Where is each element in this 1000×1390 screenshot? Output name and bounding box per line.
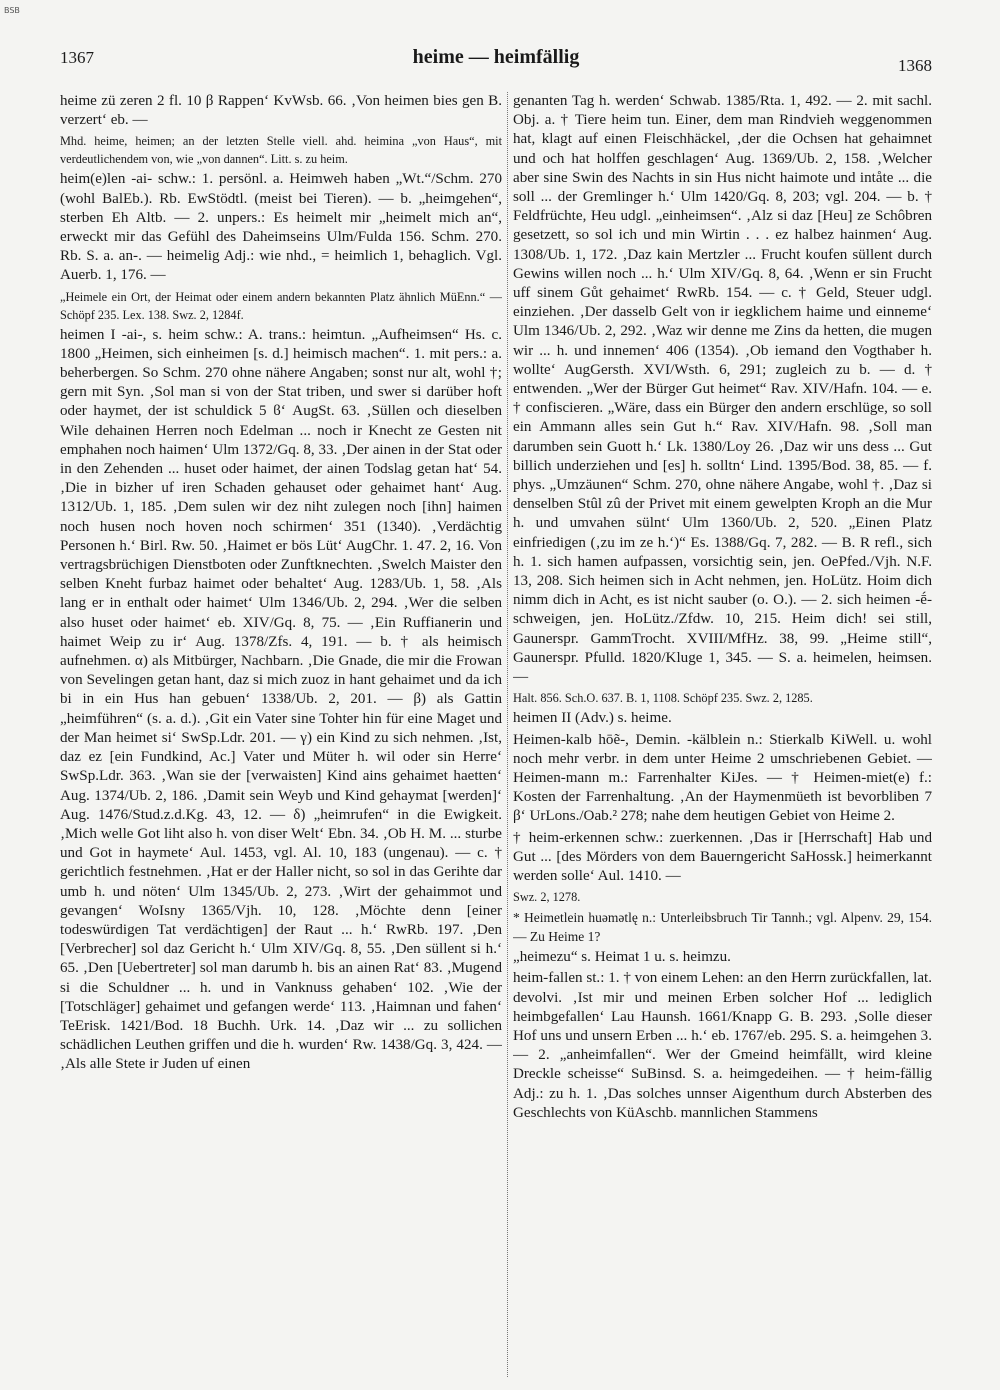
dictionary-entry: heime zü zeren 2 fl. 10 β Rappen‘ KvWsb. 66. ‚Von heimen bies gen B. verzert‘ eb. — [60, 93, 502, 129]
dictionary-entry: heim-fallen st.: 1. † von einem Lehen: an den Herrn zurückfallen, lat. devolvi. ‚Ist mir und meinen Erben solcher Hof ... lediglich heimbgefallen‘ Lau Haunsh. 1661/Knapp G. B. 293. ‚Solle dieser Hof uns und unsern Erben ... h.‘ eb. 1767/eb. 295. S. a. heimgehen 3. — 2. „anheimfallen“. Wer der Gmeind heimfällt, wird kleine Dreckle scheisse“ SuBinsd. S. a. heimgedeihen. — † heim-fällig Adj.: zu h. 1. ‚Das solches unnser Aigenthum durch Absterben des Geschlechts von KüAschb. mannlichen Stammens [513, 970, 932, 1121]
column-divider [507, 92, 508, 1377]
dictionary-entry: Mhd. heime, heimen; an der letzten Stelle viell. ahd. heimina „von Haus“, mit verdeutlichendem von, wie „von dannen“. Litt. s. zu heim. [60, 134, 502, 167]
dictionary-entry: * Heimetlein huəmətlę n.: Unterleibsbruch Tir Tannh.; vgl. Alpenv. 29, 154. — Zu Heime 1? [513, 910, 932, 945]
dictionary-entry: heimen II (Adv.) s. heime. [513, 710, 672, 727]
dictionary-entry: genanten Tag h. werden‘ Schwab. 1385/Rta. 1, 492. — 2. mit sachl. Obj. a. † Tiere heim tun. Einer, dem man Rindvieh weggenommen hat, klagt auf einen Fleischhäckel, ‚der die Ochsen hat gehaimnet und och hat holffen geschlagen‘ Aug. 1369/Ub. 2, 158. ‚Welcher aber sine Swin des Nachts in sin Hus nicht haimote und intåte ... die soll ... der Gremlinger h.‘ Ulm 1420/Gq. 8, 203; vgl. 204. — b. † Feldfrüchte, Heu udgl. „einheimsen“. ‚Alz si daz [Heu] ze Schôbren gesetzett, so sol ich und min Wirtin . . . ez halbez hainmen‘ Aug. 1308/Ub. 1, 172. ‚Daz kain Mertzler ... Frucht koufen süllent durch Gewins willen noch ... h.‘ Ulm XIV/Gq. 8, 64. ‚Wenn er sin Frucht uff sinem Gůt gehaimet‘ RwRb. 154. — c. † Geld, Steuer udgl. einziehen. ‚Der dasselb Gelt von ir iegklichem haime und einneme‘ Ulm 1346/Ub. 2, 292. ‚Waz wir denne me Zins da hetten, die mugen wir ... h. und innemen‘ 406 (1354). ‚Ob iemand den Vogthaber h. wollte‘ AugGersth. XVI/Wsth. 6, 291; zugleich zu b. — d. † entwenden. „Wer der Bürger Gut heimet“ Rav. XIV/Hafn. 104. — e. † confiscieren. „Wäre, dass ein Bürger den andern erschlüge, so soll ein Ammann alles sein Gut h.“ Rav. XIV/Hafn. 98. ‚Soll man darumben sein Guott h.‘ Lk. 1380/Loy 26. ‚Daz wir uns dess ... Gut billich underziehen und [es] h. solltn‘ Lind. 1395/Bod. 38, 85. — f. phys. „Umzäunen“ Schm. 270, ohne nähere Angabe, wohl †. ‚Daz si denselben Stûl zû der Privet mit einem gewelpten Kroph an die Mur h. und umvahen sülnt‘ Ulm 1360/Ub. 2, 520. „Einen Platz einfriedigen (‚zu im ze h.‘)“ Es. 1388/Gq. 7, 282. — B. R refl., sich h. 1. sich hamen aufpassen, vorsichtig sein, jen. OePfed./Vjh. N.F. 13, 208. Sich heimen sich in Acht nehmen, jen. HoLütz. Hoim dich nimm dich in Acht, es ist nicht sauber (o. O.). — 2. sich heimen -ḗ- schweigen, jen. HoLütz./Zfdw. 10, 215. Heim dich! sei still, Gaunerspr. GammTrocht. XVIII/MfHz. 38, 99. „Heime still“, Gaunerspr. Pfulld. 1820/Kluge 1, 345. — S. a. heimelen, heimsen. — [513, 93, 932, 686]
dictionary-entry: † heim-erkennen schw.: zuerkennen. ‚Das ir [Herrschaft] Hab und Gut ... [des Mörders von dem Bauerngericht SaHossk.] heimerkannt werden solle‘ Aul. 1410. — [513, 829, 932, 884]
left-column [60, 92, 502, 1377]
dictionary-entry: „heimezu“ s. Heimat 1 u. s. heimzu. [513, 949, 731, 966]
dictionary-entry: „Heimele ein Ort, der Heimat oder einem andern bekannten Platz ähnlich MüEnn.“ — Schöpf 235. Lex. 138. Swz. 2, 1284f. [60, 289, 502, 322]
page-header [60, 46, 932, 76]
dictionary-entry: heimen I -ai-, s. heim schw.: A. trans.: heimtun. „Aufheimsen“ Hs. c. 1800 „Heimen, sich einheimen [s. d.] heimisch machen“. 1. mit pers.: a. beherbergen. So Schm. 270 ohne nähere Angaben; sonst nur alt, wohl †; gern mit Syn. ‚Sol man si von der Stat triben, und swer si darüber hoft oder haymet, der ist schuldick 5 ϐ‘ AugSt. 63. ‚Süllen och dieselben Wile dehainen Herren noch Edelman ... noch ir Knecht ze Gesten nit emphahen noch haimen‘ Ulm 1372/Gq. 8, 33. ‚Der ainen in der Stat oder in den Zehenden ... huset oder haimet, der ainen Todslag getan hat‘ 54. ‚Die in bizher uf iren Schaden gehauset oder gehaimet hant‘ Aug. 1312/Ub. 1, 185. ‚Dem sulen wir dez niht zulegen noch [ihn] haimen noch husen noch hoven noch schirmen‘ 351 (1340). ‚Verdächtig Personen h.‘ Birl. Rw. 50. ‚Haimet er bös Lüt‘ AugChr. 1. 47. 2, 16. Von vertragsbrüchigen Dienstboten oder Zunftknechten. ‚Swelch Maister den selben Kneht furbaz haimet oder behaltet‘ Aug. 1283/Ub. 1, 58. ‚Als lang er in enthalt oder haimet‘ Ulm 1346/Ub. 2, 294. ‚Wer die selben also huset oder haimet‘ eb. XIV/Gq. 8, 75. — ‚Ein Ruffianerin und haimet Weip zu ir‘ Aug. 1378/Zfs. 4, 191. — b. † als heimisch aufnehmen. α) als Mitbürger, Nachbarn. ‚Die Gnade, die mir die Frowan von Sevelingen getan hant, daz si mich zuoz in hant gehaimet und da ich bi in ein Hus han gebuen‘ 1338/Ub. 2, 201. — β) als Gattin „heimführen“ (s. a. d.). ‚Git ein Vater sine Tohter hin für eine Maget und der Man heimet si‘ SwSp.Ldr. 201. — γ) ein Kind zu sich nehmen. ‚Ist, daz ez [ein Fundkind, Ac.] Vater und Müter h. wil oder sin Herre‘ SwSp.Ldr. 363. ‚Wan sie der [verwaisten] Kind ains gehaimet haetten‘ Aug. 1374/Ub. 2, 186. ‚Damit sein Weyb und Kind gehaymat [werden]‘ Aug. 1476/Stud.z.d.Kg. 43, 12. — δ) „heimrufen“ in die Ewigkeit. ‚Mich welle Got liht also h. von diser Welt‘ Ebn. 34. ‚Ob H. M. ... sturbe und Got in haymete‘ Aul. 1453, vgl. Al. 10, 183 (ungenau). — c. † gerichtlich festnehmen. ‚Hat er der Haller nicht, so sol in das Gerihte dar umb h. und nöten‘ Ulm 1345/Ub. 2, 273. ‚Wirt der gehaimmot und gevangen‘ WoIsny 1365/Vjh. 10, 128. ‚Möchte denn [einer todeswürdigen Tat verdächtigen] der Raut ... h.‘ RwRb. 197. ‚Den [Verbrecher] sol daz Gericht h.‘ Ulm XIV/Gq. 8, 55. ‚Den süllent si h.‘ 65. ‚Den [Uebertreter] sol man darumb h. bis an ainen Rat‘ 83. ‚Mugend si die Schuldner ... h. und in Vanknuss gehaben‘ 102. ‚Wie der [Totschläger] gehaimet und gefangen werde‘ 113. ‚Haimnan und fahen‘ TeErisk. 1421/Bod. 18 Buchh. Urk. 14. ‚Daz wir ... zu sollichen schädlichen Leuthen griffen und die h. wurden‘ Rw. 1438/Gq. 3, 424. — ‚Als alle Stete ir Juden uf einen [60, 326, 502, 1073]
dictionary-entry: heim(e)len -ai- schw.: 1. persönl. a. Heimweh haben „Wt.“/Schm. 270 (wohl BalEb.). Rb. EwStödtl. (meist bei Tieren). — b. „heimgehen“, sterben Eh Altb. — 2. unpers.: Es heimelt mir „heimelt mich an“, erweckt mir das Gefühl des Daheimseins Ulm/Fulda 156. Schm. 270. Rb. S. a. an-. — heimelig Adj.: wie nhd., = heimlich 1, behaglich. Vgl. Auerb. 1, 176. — [60, 171, 502, 284]
dictionary-entry: Swz. 2, 1278. [513, 890, 581, 905]
page-number-left: 1367 [60, 48, 94, 67]
library-stamp: BSB [4, 6, 20, 15]
running-title: heime — heimfällig [412, 46, 580, 68]
dictionary-entry: Heimen-kalb hōẽ-, Demin. -kälblein n.: Stierkalb KiWell. u. wohl noch mehr verbr. in dem unter Heime 2 umschriebenen Gebiet. — Heimen-mann m.: Farrenhalter KiJes. — † Heimen-miet(e) f.: Kosten der Farrenhaltung. ‚An der Haymenmüeth ist bevorbliben 7 β‘ UrLons./Oab.² 278; nahe dem heutigen Gebiet von Heime 2. [513, 731, 932, 825]
page-number-right: 1368 [898, 56, 932, 75]
dictionary-entry: Halt. 856. Sch.O. 637. B. 1, 1108. Schöpf 235. Swz. 2, 1285. [513, 691, 813, 706]
right-column [513, 92, 932, 1377]
